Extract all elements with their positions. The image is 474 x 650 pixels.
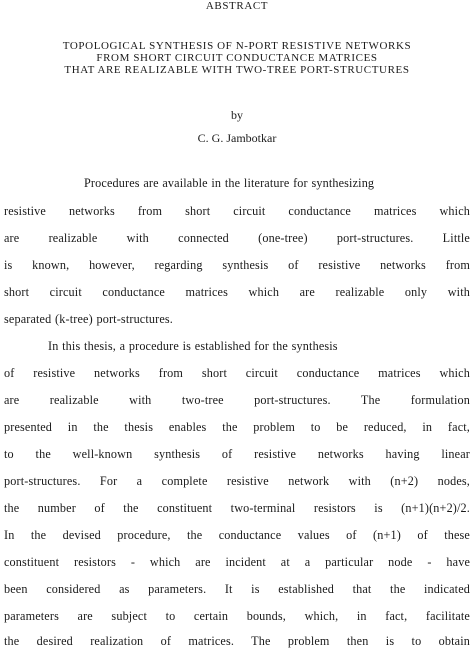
paragraph1-line-4: is known, however, regarding synthesis of resistive networks from (4, 258, 470, 272)
section-heading: ABSTRACT (205, 0, 269, 12)
paragraph1-line-1: Procedures are available in the literature for synthesizing (84, 176, 375, 190)
paragraph2-line-1: In this thesis, a procedure is established for the synthesis (48, 339, 338, 353)
paragraph2-line-4: presented in the thesis enables the problem to be reduced, in fact, (4, 420, 470, 434)
title-line-3: THAT ARE REALIZABLE WITH TWO-TREE PORT-STRUCTURES (64, 64, 410, 76)
title-line-2: FROM SHORT CIRCUIT CONDUCTANCE MATRICES (96, 52, 378, 64)
paragraph2-line-7: the number of the constituent two-terminal resistors is (n+1)(n+2)/2. (4, 501, 470, 515)
title-line-1: TOPOLOGICAL SYNTHESIS OF N-PORT RESISTIVE NETWORKS (62, 40, 412, 52)
paragraph2-line-3: are realizable with two-tree port-structures. The formulation (4, 393, 470, 407)
paragraph2-line-5: to the well-known synthesis of resistive networks having linear (4, 447, 470, 461)
paragraph2-line-10: been considered as parameters. It is established that the indicated (4, 582, 470, 596)
paragraph2-line-8: In the devised procedure, the conductance values of (n+1) of these (4, 528, 470, 542)
paragraph1-line-2: resistive networks from short circuit conductance matrices which (4, 204, 470, 218)
paragraph1-line-6: separated (k-tree) port-structures. (4, 312, 174, 326)
paragraph1-line-3: are realizable with connected (one-tree) port-structures. Little (4, 231, 470, 245)
paragraph2-line-12: the desired realization of matrices. The problem then is to obtain (4, 634, 470, 648)
by-label: by (231, 108, 243, 122)
paragraph1-line-5: short circuit conductance matrices which are realizable only with (4, 285, 470, 299)
paragraph2-line-2: of resistive networks from short circuit conductance matrices which (4, 366, 470, 380)
paragraph2-line-9: constituent resistors - which are incident at a particular node - have (4, 555, 470, 569)
paragraph2-line-6: port-structures. For a complete resistive network with (n+2) nodes, (4, 474, 470, 488)
paragraph2-line-11: parameters are subject to certain bounds, which, in fact, facilitate (4, 609, 470, 623)
author-name: C. G. Jambotkar (197, 131, 277, 145)
